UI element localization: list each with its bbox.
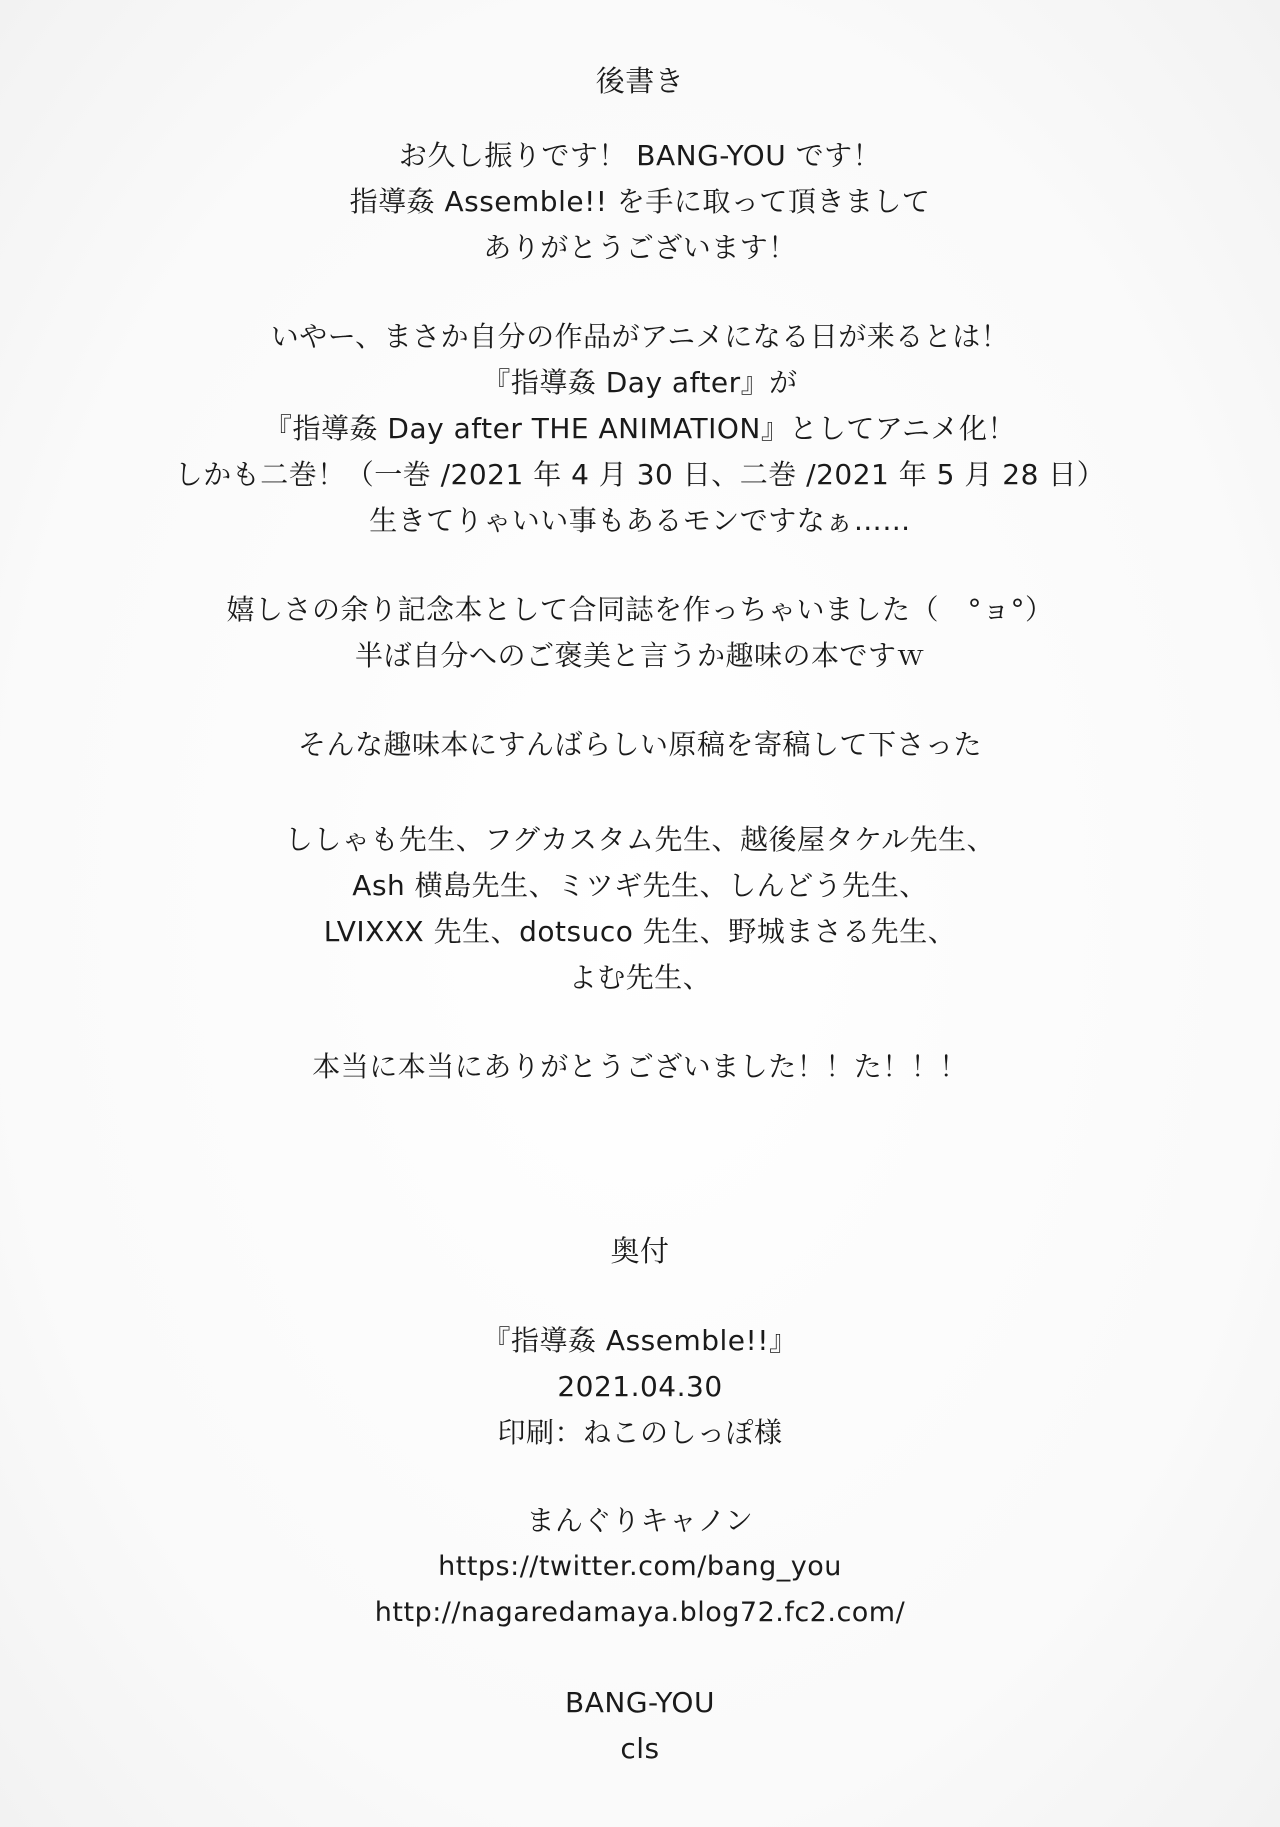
anime-news-line: 『指導姦 Day after』が <box>482 366 798 399</box>
contributors-line: よむ先生、 <box>568 961 712 994</box>
contributors-intro: そんな趣味本にすんばらしい原稿を寄稿して下さった <box>297 728 982 761</box>
anime-news-line: 生きてりゃいい事もあるモンですなぁ…… <box>369 504 911 537</box>
author-extra: cls <box>620 1732 660 1765</box>
greeting-line: ありがとうございます！ <box>483 231 797 264</box>
contributors-list <box>0 817 1280 1001</box>
anime-news-line: 『指導姦 Day after THE ANIMATION』としてアニメ化！ <box>264 412 1016 445</box>
greeting-paragraph <box>0 133 1280 271</box>
author-name: BANG-YOU <box>565 1686 715 1719</box>
anime-news-line: いやー、まさか自分の作品がアニメになる日が来るとは！ <box>270 320 1010 353</box>
blog-url: http://nagaredamaya.blog72.fc2.com/ <box>374 1597 906 1628</box>
anime-news-line: しかも二巻！（一巻 /2021 年 4 月 30 日、二巻 /2021 年 5 月 28 日） <box>174 458 1106 491</box>
colophon-details <box>0 1318 1280 1456</box>
twitter-url: https://twitter.com/bang_you <box>438 1551 842 1582</box>
publication-date: 2021.04.30 <box>557 1370 723 1403</box>
thanks-line: 本当に本当にありがとうございました！！た！！！ <box>312 1050 968 1083</box>
circle-name: まんぐりキャノン <box>526 1504 754 1537</box>
contributors-line: LVIXXX 先生、dotsuco 先生、野城まさる先生、 <box>323 915 957 948</box>
contributors-line: ししゃも先生、フグカスタム先生、越後屋タケル先生、 <box>284 823 996 856</box>
afterword-title: 後書き <box>595 64 685 98</box>
greeting-line: 指導姦 Assemble!! を手に取って頂きまして <box>349 185 931 218</box>
printer-credit: 印刷：ねこのしっぽ様 <box>497 1416 783 1449</box>
book-title: 『指導姦 Assemble!!』 <box>482 1324 798 1357</box>
anthology-paragraph <box>0 587 1280 679</box>
colophon-title: 奥付 <box>610 1234 670 1268</box>
anthology-line: 半ば自分へのご褒美と言うか趣味の本ですｗ <box>354 639 925 672</box>
author-info <box>0 1680 1280 1772</box>
circle-info <box>0 1498 1280 1636</box>
anime-news-paragraph <box>0 314 1280 544</box>
anthology-line: 嬉しさの余り記念本として合同誌を作っちゃいました（ °ョ°） <box>226 593 1054 626</box>
greeting-line: お久し振りです！ BANG-YOU です！ <box>398 139 882 172</box>
contributors-line: Ash 横島先生、ミツギ先生、しんどう先生、 <box>352 869 928 902</box>
